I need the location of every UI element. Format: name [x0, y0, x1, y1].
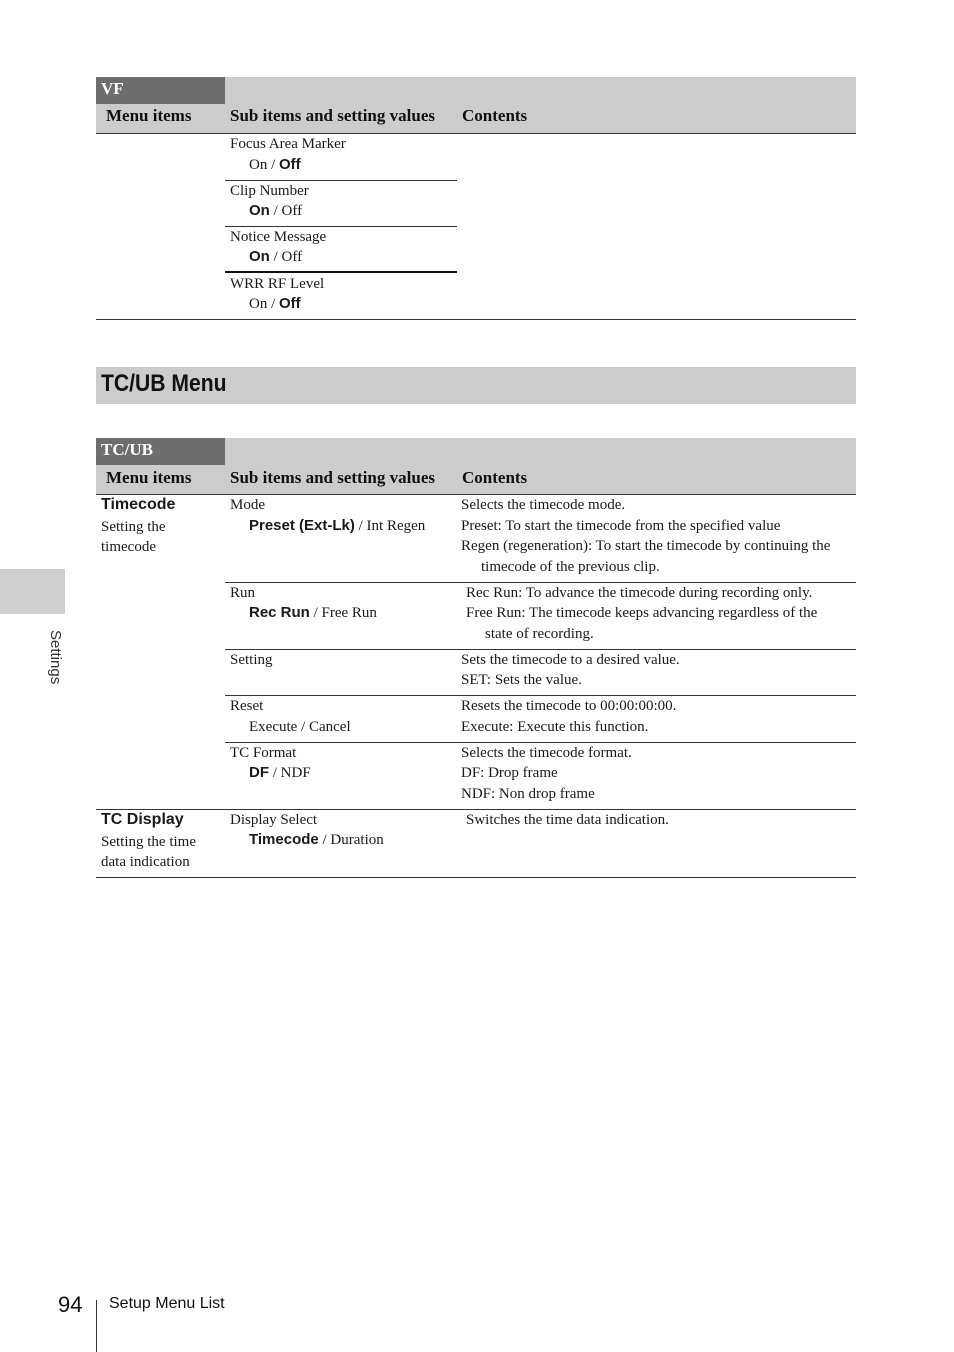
option-normal: On [249, 157, 268, 173]
vf-tag: VF [96, 77, 225, 104]
option-default: On [249, 202, 270, 219]
tcub-row-name: Setting [230, 652, 273, 668]
footer-title: Setup Menu List [109, 1295, 225, 1312]
menu-item-tc-display-desc: data indication [101, 854, 190, 870]
contents-line: Switches the time data indication. [466, 812, 669, 828]
side-section-tab [0, 569, 65, 614]
tcub-col-menu-items: Menu items [106, 468, 192, 487]
vf-bottom-rule [96, 319, 856, 320]
option-default: On [249, 248, 270, 265]
option-separator: / [269, 249, 282, 265]
contents-line: Selects the timecode format. [461, 745, 632, 761]
vf-row-rule [225, 271, 457, 273]
option-separator: / [318, 832, 331, 848]
contents-line: NDF: Non drop frame [461, 786, 595, 802]
menu-item-timecode-desc: timecode [101, 539, 156, 555]
menu-item-timecode-title: Timecode [101, 496, 176, 513]
tcub-row-options [249, 830, 384, 850]
option-separator: / [267, 157, 280, 173]
contents-line: Regen (regeneration): To start the timecode by continuing the [461, 538, 831, 554]
vf-row-options [249, 155, 301, 175]
tcub-row-name: TC Format [230, 745, 297, 761]
option-normal: Free Run [321, 605, 377, 621]
tcub-row-options [249, 516, 425, 536]
option-separator: / [267, 296, 280, 312]
contents-line: Sets the timecode to a desired value. [461, 652, 680, 668]
tcub-col-sub-items: Sub items and setting values [230, 468, 435, 487]
option-default: DF [249, 764, 269, 781]
option-separator: / [297, 719, 309, 735]
contents-line: SET: Sets the value. [461, 672, 582, 688]
option-normal: NDF [280, 765, 311, 781]
vf-row-name: WRR RF Level [230, 276, 325, 292]
vf-row-options [249, 201, 302, 221]
option-separator: / [354, 518, 367, 534]
contents-line: DF: Drop frame [461, 765, 558, 781]
option-separator: / [269, 203, 282, 219]
option-normal: Duration [330, 832, 384, 848]
tcub-row-name: Mode [230, 497, 265, 513]
tcub-row-name: Run [230, 585, 256, 601]
page-number: 94 [58, 1292, 83, 1317]
option-normal: Cancel [308, 719, 351, 735]
vf-row-options [249, 247, 302, 267]
option-default: Rec Run [249, 604, 310, 621]
tcub-row-options [249, 763, 311, 783]
tcub-row-options [249, 603, 377, 623]
option-separator: / [269, 765, 281, 781]
option-normal: On [249, 296, 268, 312]
contents-line: Free Run: The timecode keeps advancing regardless of the [466, 605, 818, 621]
menu-item-timecode-desc: Setting the [101, 519, 166, 535]
option-separator: / [309, 605, 322, 621]
tcub-col-contents: Contents [462, 468, 528, 487]
option-normal: Int Regen [366, 518, 426, 534]
tcub-row-name: Reset [230, 698, 264, 714]
option-default: Timecode [249, 831, 319, 848]
vf-col-sub-items: Sub items and setting values [230, 106, 435, 125]
option-default: Off [279, 156, 301, 173]
option-normal: Off [281, 203, 303, 219]
tcub-row-options [249, 717, 351, 737]
contents-line: timecode of the previous clip. [481, 559, 660, 575]
contents-line: Resets the timecode to 00:00:00:00. [461, 698, 677, 714]
section-title: TC/UB Menu [101, 370, 227, 397]
vf-row-name: Focus Area Marker [230, 136, 346, 152]
contents-line: Preset: To start the timecode from the specified value [461, 518, 781, 534]
vf-col-contents: Contents [462, 106, 528, 125]
tcub-row-name: Display Select [230, 812, 318, 828]
option-default: Off [279, 295, 301, 312]
footer-divider [96, 1300, 97, 1352]
contents-line: Rec Run: To advance the timecode during recording only. [466, 585, 813, 601]
contents-line: Execute: Execute this function. [461, 719, 649, 735]
tcub-tag: TC/UB [96, 438, 225, 465]
section-heading-bar [96, 367, 856, 404]
vf-header-rule [96, 133, 856, 134]
vf-col-menu-items: Menu items [106, 106, 192, 125]
vf-row-options [249, 294, 301, 314]
tcub-bottom-rule [96, 877, 856, 878]
vf-row-name: Notice Message [230, 229, 327, 245]
side-section-label: Settings [47, 630, 64, 685]
option-normal: Off [281, 249, 303, 265]
option-normal: Execute [249, 719, 298, 735]
vf-row-name: Clip Number [230, 183, 309, 199]
option-default: Preset (Ext-Lk) [249, 517, 355, 534]
menu-item-tc-display-title: TC Display [101, 811, 184, 828]
contents-line: state of recording. [485, 626, 594, 642]
contents-line: Selects the timecode mode. [461, 497, 626, 513]
menu-item-tc-display-desc: Setting the time [101, 834, 196, 850]
